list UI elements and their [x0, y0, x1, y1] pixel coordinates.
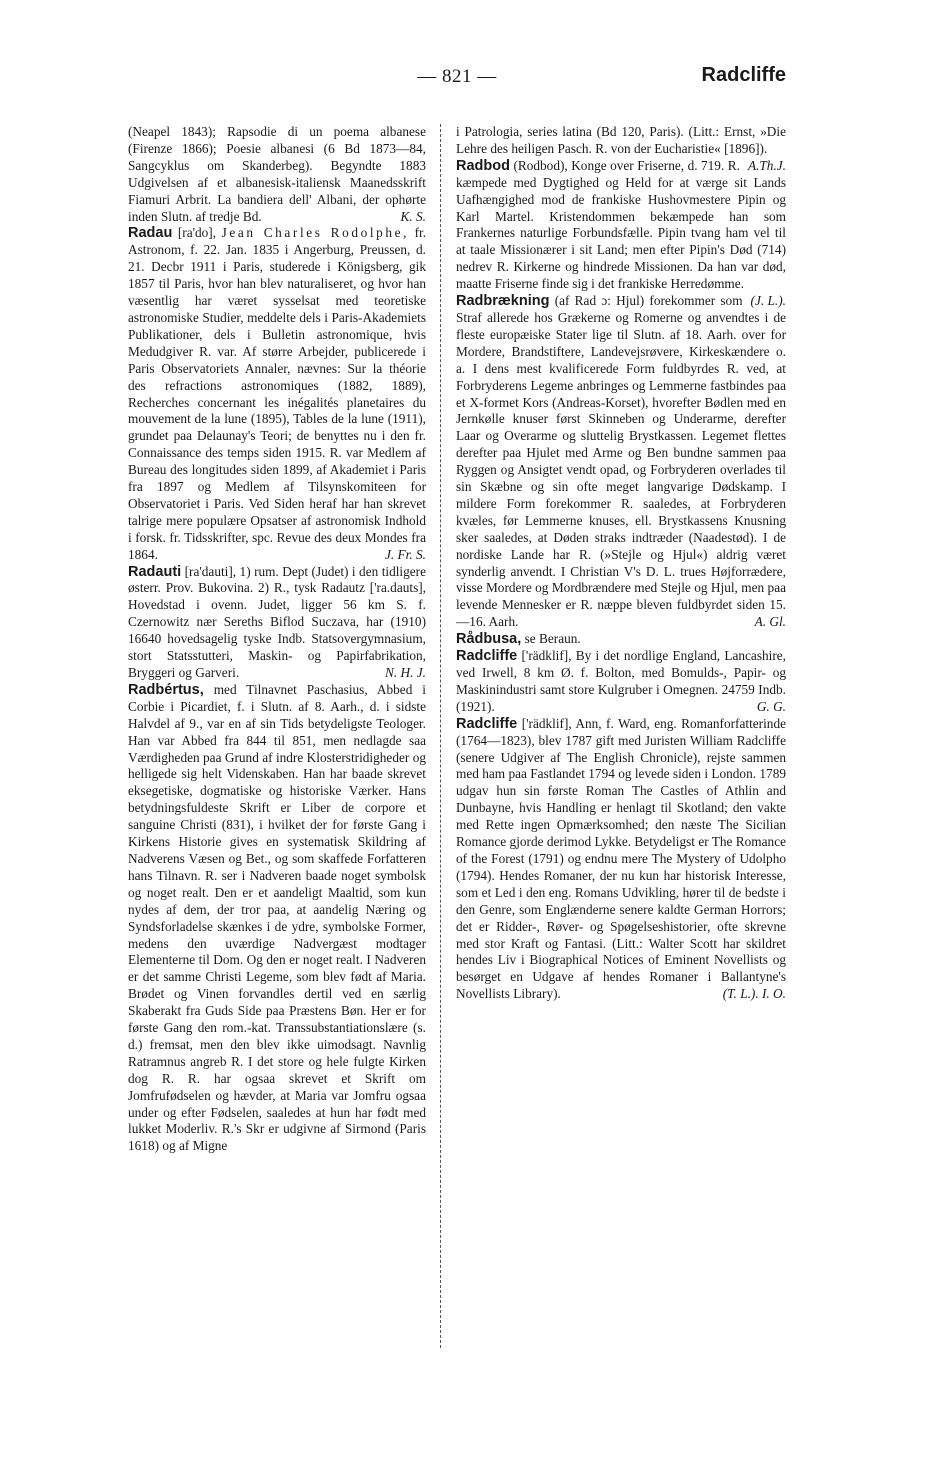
headword: Radcliffe [456, 715, 518, 732]
author-signature: A.Th.J. [747, 157, 786, 173]
entry-continuation-left [128, 124, 426, 225]
entry-text: (Rodbod), Konge over Friserne, d. 719. R. kæmpede med Dygtighed og Held for at værge sit Lands Uafhængighed mod de frankiske Hushovmestere Pipin og Karl Martel. Kristendommen bekæmpede han som Frankernes naturlige Forbundsfælle. Pipin tvang ham vel til at taale Missionærer i sit Land; men efter Pipin's Død (714) nedrev R. Kirkerne og hindrede Missionen. Da han var død, maatte Friserne finde sig i det frankiske Herredømme. [456, 157, 786, 292]
headword: Radcliffe [456, 648, 518, 665]
entry-radbusa [456, 631, 786, 648]
entry-radau [128, 225, 426, 563]
author-signature: N. H. J. [385, 665, 426, 680]
left-column [128, 124, 426, 1155]
entry-text: (Neapel 1843); Rapsodie di un poema albanese (Firenze 1866); Poesie albanesi (6 Bd 1873—84, Sangcyklus om Skanderbeg). Begyndte 1883 Udgivelsen af et albanesisk-italiensk Maanedsskrift Fiamuri Arbrit. La bandiera dell' Albani, der ophørte inden Slutn. af tredje Bd. [128, 124, 426, 224]
page-header [128, 66, 786, 94]
entry-radcliffe-ann [456, 716, 786, 1003]
author-signature: K. S. [400, 208, 426, 224]
headword: Radauti [128, 563, 182, 580]
entry-text: ['rädklif], Ann, f. Ward, eng. Romanforfatterinde (1764—1823), blev 1787 gift med Juristen William Radcliffe (senere Udgiver af The English Chronicle), rejste sammen med ham paa Fastlandet 1794 og levede siden i London. 1789 udgav hun sin første Roman The Castles of Athlin and Dunbayne, hvis Handling er henlagt til Skotland; den vakte med Rette ingen Opmærksomhed; den næste The Sicilian Romance gjorde derimod Lykke. Betydeligst er The Romance of the Forest (1791) og endnu mere The Mystery of Udolpho (1794). Hendes Romaner, der nu kun har historisk Interesse, som et Led i den eng. Romans Udvikling, hører til de bedste i den Genre, som Englænderne senere kaldte German Horrors; det er Ridder-, Røver- og Spøgelseshistorier, ofte skrevne med stor Kraft og Fantasi. (Litt.: Walter Scott har skildret hendes Liv i Biographical Notices of Eminent Novellists og besørget en Udgave af hendes Romaner i Ballantyne's Novellists Library). [456, 715, 787, 1002]
entry-radcliffe-town [456, 648, 786, 716]
entry-radbertus [128, 682, 426, 1155]
running-head: Radcliffe [701, 64, 786, 86]
author-signature: A. Gl. [754, 614, 786, 630]
entry-text: ['rädklif], By i det nordlige England, Lancashire, ved Irwell, 8 km Ø. f. Bolton, med Bomulds-, Papir- og Maskinindustri samt store Kulgruber i Omegnen. 24759 Indb. (1921). [456, 648, 786, 714]
headword: Radbrækning [456, 293, 550, 310]
page-number: — 821 — [417, 66, 497, 87]
person-name: Jean Charles Rodolphe, [221, 225, 410, 241]
author-signature: J. Fr. S. [385, 546, 426, 562]
author-signature: G. G. [756, 698, 786, 714]
author-signature: (T. L.). I. O. [722, 986, 786, 1002]
column-divider [440, 124, 442, 1348]
entry-text: med Tilnavnet Paschasius, Abbed i Corbie i Picardiet, f. i Slutn. af 8. Aarh., d. i sidste Halvdel af 9., var en af sin Tids betydeligste Teologer. Han var Abbed fra 844 til 851, men nedlagde saa Værdigheden paa Grund af indre Klosterstridigheder og helligede sig helt Videnskaben. Han har baade skrevet eksegetiske, dogmatiske og historiske Værker. Hans betydningsfuldeste Skrift er Liber de corpore et sanguine Christi (831), i hvilket der for første Gang i Kirkens Historie gives en systematisk Skildring af Nadverens Væsen og Bet., og som skaffede Forfatteren hans Tilnavn. R. ser i Nadveren baade noget symbolsk og noget realt. Den er et aandeligt Maaltid, som kun nydes af dem, der tror paa, at aandelig Næring og Syndsforladelse skænkes i de ydre, symbolske Former, medens den uværdige Nadvergæst modtager Elementerne til Dom. Og den er noget realt. I Nadveren er det samme Christi Legeme, som blev født af Maria. Brødet og Vinen forvandles dertil ved en særlig Skaberakt fra Guds Side paa Præstens Bøn. Her er for første Gang den rom.-kat. Transsubstantiationslære (s. d.) fremsat, men den blev ikke uimodsagt. Navnlig Ratramnus angreb R. I det store og hele fulgte Kirken dog R. R. har ogsaa skrevet et Skrift om Jomfrufødselen og hævder, at Maria var Jomfru ogsaa under og efter Fødselen, saaledes at hun har født med lukket Moderliv. R.'s Skr er udgivne af Sirmond (Paris 1618) og af Migne [128, 681, 426, 1154]
pronunciation: [ra'do], [177, 225, 217, 241]
headword: Radbértus, [128, 681, 204, 698]
entry-radauti [128, 564, 426, 682]
headword: Rådbusa, [456, 631, 522, 648]
entry-radbraekning [456, 293, 786, 631]
entry-text: [ra'dauti], 1) rum. Dept (Judet) i den tidligere østerr. Prov. Bukovina. 2) R., tysk Radautz ['ra.dauts], Hovedstad i ovenn. Judet, ligger 56 km S. f. Czernowitz nær Sereths Biflod Suczava, har (1910) 16640 hovedsagelig tyske Indb. Statsovergymnasium, stort Statsstutteri, Maskin- og Papirfabrikation, Bryggeri og Garveri. [128, 563, 426, 680]
headword: Radbod [456, 157, 510, 174]
entry-text: se Beraun. [524, 631, 581, 647]
author-signature: (J. L.). [750, 293, 786, 309]
headword: Radau [128, 225, 173, 242]
right-column [456, 124, 786, 1003]
entry-text: (af Rad ɔ: Hjul) forekommer som Straf allerede hos Grækerne og Romerne og anvendtes i de fleste europæiske Stater lige til Slutn. af 18. Aarh. over for Mordere, Brandstiftere, Landevejsrøvere, Kirkeskændere o. a. I dens mest kvalificerede Form fuldbyrdes R. ved, at Forbryderens Legeme anbringes og Lemmerne fastbindes paa et X-formet Kors (Andreas-Korset), hvorefter Bødlen med en Jernkølle knuser først Skinneben og Underarme, derefter Laar og Overarme og sluttelig Brystkassen. Legemet flettes derefter paa Hjulet med Arme og Ben bundne sammen paa Ryggen og Ansigtet vendt opad, og Forbryderen overlades til sin Skæbne og sin ofte meget langvarige Dødskamp. I mildere Form forekommer R. saaledes, at Forbryderen kvæles, før Lemmerne knuses, ell. Brystkassens Knusning sker saaledes, at Døden straks indtræder (Naadestød). I de nordiske Lande har R. (»Stejle og Hjul«) aldrig været synderlig anvendt. I Christian V's D. L. trues Højforrædere, visse Mordere og Mordbrændere med Stejle og Hjul, men paa levende Mennesker er R. næppe bleven fuldbyrdet siden 15.—16. Aarh. [456, 293, 786, 630]
entry-text: fr. Astronom, f. 22. Jan. 1835 i Angerburg, Preussen, d. 21. Decbr 1911 i Paris, studerede i Königsberg, gik 1857 til Paris, hvor han blev naturaliseret, og hvor han væsentlig har været sysselsat med teoretiske astronomiske Studier, meddelte dels i Paris-Akademiets Publikationer, dels i Bulletin astronomique, hvis Medudgiver R. var. Af større Arbejder, publicerede i Paris Observatoriets Annaler, nævnes: Sur la théorie des refractions astronomiques (1882, 1889), Recherches concernant les inégalités planetaires du mouvement de la lune (1895), Tables de la lune (1911), grundet paa Delaunay's Teori; de benyttes nu i den fr. Connaissance des temps siden 1915. R. var Medlem af Bureau des longitudes siden 1899, af Akademiet i Paris fra 1897 og Medlem af Tilsynskomiteen for Observatoriet i Paris. Ved Siden heraf har han skrevet talrige mere populære Opsatser af astronomisk Indhold i forsk. fr. Tidsskrifter, spc. Revue des deux Mondes fra 1864. [128, 225, 427, 562]
entry-text: i Patrologia, series latina (Bd 120, Paris). (Litt.: Ernst, »Die Lehre des heiligen Pasch. R. von der Eucharistie« [1896]). [456, 124, 786, 156]
